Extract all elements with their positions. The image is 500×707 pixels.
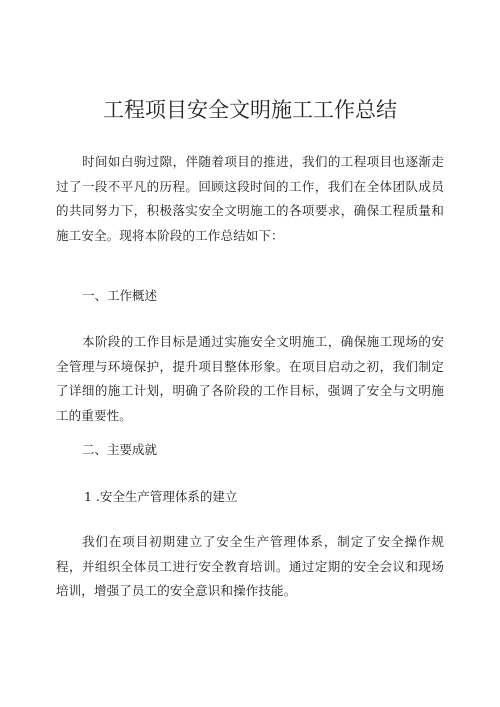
section-heading-achievements: 二、主要成就 [82,442,158,457]
section-overview-paragraph: 本阶段的工作目标是通过实施安全文明施工，确保施工现场的安全管理与环境保护，提升项目整体形象。在项目启动之初，我们制定了详细的施工计划，明确了各阶段的工作目标，强调了安全与文明施工的重要性。 [56,334,444,423]
intro-paragraph: 时间如白驹过隙，伴随着项目的推进，我们的工程项目也逐渐走过了一段不平凡的历程。回顾这段时间的工作，我们在全体团队成员的共同努力下，积极落实安全文明施工的各项要求，确保工程质量和施工安全。现将本阶段的工作总结如下： [56,154,444,243]
document-title: 工程项目安全文明施工工作总结 [103,98,397,122]
subsection-safety-system-paragraph: 我们在项目初期建立了安全生产管理体系，制定了安全操作规程，并组织全体员工进行安全教育培训。通过定期的安全会议和现场培训，增强了员工的安全意识和操作技能。 [56,534,444,598]
section-heading-overview: 一、工作概述 [82,288,158,303]
subsection-heading-safety-system: 1 .安全生产管理体系的建立 [84,489,238,504]
